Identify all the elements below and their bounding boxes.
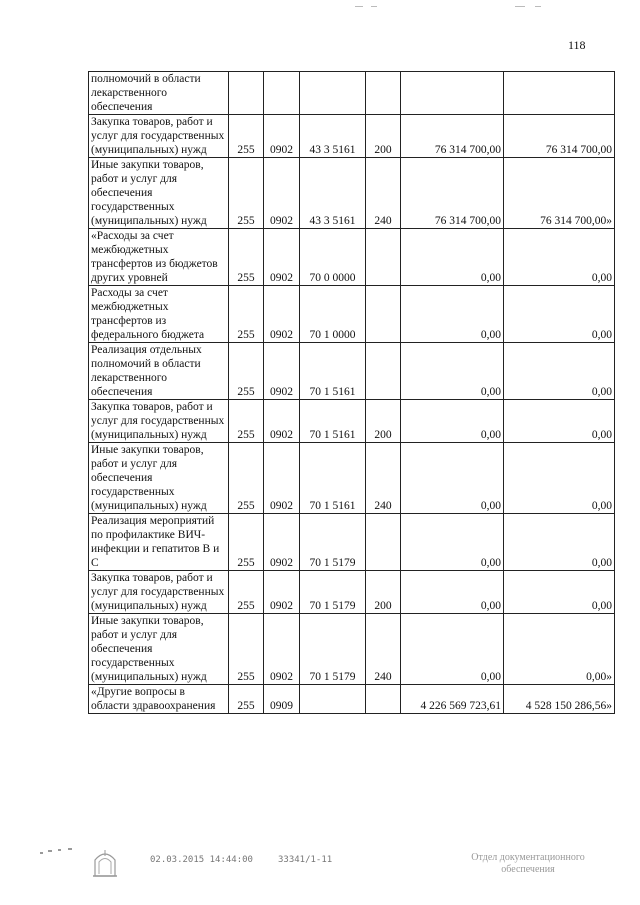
row-name: полномочий в области лекарственного обеспечения: [89, 72, 229, 115]
row-name: Реализация мероприятий по профилактике ВИЧ-инфекции и гепатитов В и С: [89, 514, 229, 571]
sum-second: 0,00»: [504, 614, 615, 685]
expense-kind: [366, 72, 401, 115]
target-code: 70 0 0000: [300, 229, 366, 286]
ministry-code: 255: [229, 443, 264, 514]
row-name: Реализация отдельных полномочий в области лекарственного обеспечения: [89, 343, 229, 400]
expense-kind: 200: [366, 115, 401, 158]
ministry-code: [229, 72, 264, 115]
section-code: 0902: [264, 115, 300, 158]
target-code: 70 1 5161: [300, 343, 366, 400]
section-code: 0909: [264, 685, 300, 714]
sum-second: 0,00: [504, 514, 615, 571]
target-code: 70 1 5179: [300, 571, 366, 614]
table-row: [89, 158, 615, 229]
footer-document-id: 33341/1-11: [278, 855, 333, 865]
target-code: 43 3 5161: [300, 158, 366, 229]
section-code: 0902: [264, 343, 300, 400]
expense-kind: [366, 229, 401, 286]
section-code: 0902: [264, 400, 300, 443]
table-row: [89, 514, 615, 571]
expense-kind: 200: [366, 571, 401, 614]
ministry-code: 255: [229, 571, 264, 614]
table-row: [89, 400, 615, 443]
row-name: Закупка товаров, работ и услуг для государственных (муниципальных) нужд: [89, 571, 229, 614]
ministry-code: 255: [229, 514, 264, 571]
table-row: [89, 229, 615, 286]
ministry-code: 255: [229, 158, 264, 229]
target-code: 70 1 5179: [300, 514, 366, 571]
target-code: 43 3 5161: [300, 115, 366, 158]
section-code: [264, 72, 300, 115]
expense-kind: [366, 286, 401, 343]
expense-kind: 240: [366, 443, 401, 514]
ministry-code: 255: [229, 343, 264, 400]
scan-dots: [40, 846, 90, 856]
footer-datetime: 02.03.2015 14:44:00: [150, 855, 253, 865]
expense-kind: 200: [366, 400, 401, 443]
target-code: 70 1 5179: [300, 614, 366, 685]
sum-first: 0,00: [401, 400, 504, 443]
sum-second: [504, 72, 615, 115]
sum-first: 0,00: [401, 286, 504, 343]
sum-second: 0,00: [504, 571, 615, 614]
row-name: Закупка товаров, работ и услуг для государственных (муниципальных) нужд: [89, 115, 229, 158]
sum-second: 0,00: [504, 400, 615, 443]
table-row: [89, 72, 615, 115]
sum-first: 0,00: [401, 514, 504, 571]
section-code: 0902: [264, 286, 300, 343]
target-code: 70 1 5161: [300, 400, 366, 443]
table-row: [89, 571, 615, 614]
ministry-code: 255: [229, 614, 264, 685]
page-number: 118: [568, 38, 586, 52]
table-row: [89, 443, 615, 514]
row-name: Закупка товаров, работ и услуг для государственных (муниципальных) нужд: [89, 400, 229, 443]
expense-kind: [366, 343, 401, 400]
sum-first: [401, 72, 504, 115]
table-row: [89, 115, 615, 158]
row-name: «Другие вопросы в области здравоохранения: [89, 685, 229, 714]
section-code: 0902: [264, 614, 300, 685]
table-row: [89, 343, 615, 400]
sum-first: 0,00: [401, 343, 504, 400]
ministry-code: 255: [229, 229, 264, 286]
ministry-code: 255: [229, 115, 264, 158]
row-name: Иные закупки товаров, работ и услуг для обеспечения государственных (муниципальных) нужд: [89, 614, 229, 685]
emblem-icon: [92, 846, 118, 883]
section-code: 0902: [264, 229, 300, 286]
row-name: Иные закупки товаров, работ и услуг для обеспечения государственных (муниципальных) нужд: [89, 443, 229, 514]
footer-department-stamp: Отдел документационного обеспечения: [471, 852, 585, 875]
table-row: [89, 614, 615, 685]
ministry-code: 255: [229, 286, 264, 343]
sum-first: 76 314 700,00: [401, 115, 504, 158]
section-code: 0902: [264, 514, 300, 571]
section-code: 0902: [264, 443, 300, 514]
sum-first: 0,00: [401, 614, 504, 685]
target-code: [300, 685, 366, 714]
sum-first: 76 314 700,00: [401, 158, 504, 229]
row-name: «Расходы за счет межбюджетных трансфертов из бюджетов других уровней: [89, 229, 229, 286]
target-code: 70 1 0000: [300, 286, 366, 343]
sum-second: 76 314 700,00: [504, 115, 615, 158]
budget-table-body: [89, 72, 615, 714]
section-code: 0902: [264, 571, 300, 614]
row-name: Расходы за счет межбюджетных трансфертов из федерального бюджета: [89, 286, 229, 343]
sum-second: 4 528 150 286,56»: [504, 685, 615, 714]
target-code: [300, 72, 366, 115]
scan-marks: [355, 6, 555, 12]
sum-second: 0,00: [504, 229, 615, 286]
row-name: Иные закупки товаров, работ и услуг для обеспечения государственных (муниципальных) нужд: [89, 158, 229, 229]
ministry-code: 255: [229, 400, 264, 443]
ministry-code: 255: [229, 685, 264, 714]
sum-second: 76 314 700,00»: [504, 158, 615, 229]
sum-first: 0,00: [401, 443, 504, 514]
sum-first: 0,00: [401, 571, 504, 614]
sum-second: 0,00: [504, 286, 615, 343]
sum-second: 0,00: [504, 343, 615, 400]
budget-table: [88, 71, 615, 714]
table-row: [89, 685, 615, 714]
sum-first: 4 226 569 723,61: [401, 685, 504, 714]
target-code: 70 1 5161: [300, 443, 366, 514]
expense-kind: 240: [366, 614, 401, 685]
expense-kind: [366, 685, 401, 714]
expense-kind: [366, 514, 401, 571]
table-row: [89, 286, 615, 343]
expense-kind: 240: [366, 158, 401, 229]
section-code: 0902: [264, 158, 300, 229]
sum-second: 0,00: [504, 443, 615, 514]
sum-first: 0,00: [401, 229, 504, 286]
